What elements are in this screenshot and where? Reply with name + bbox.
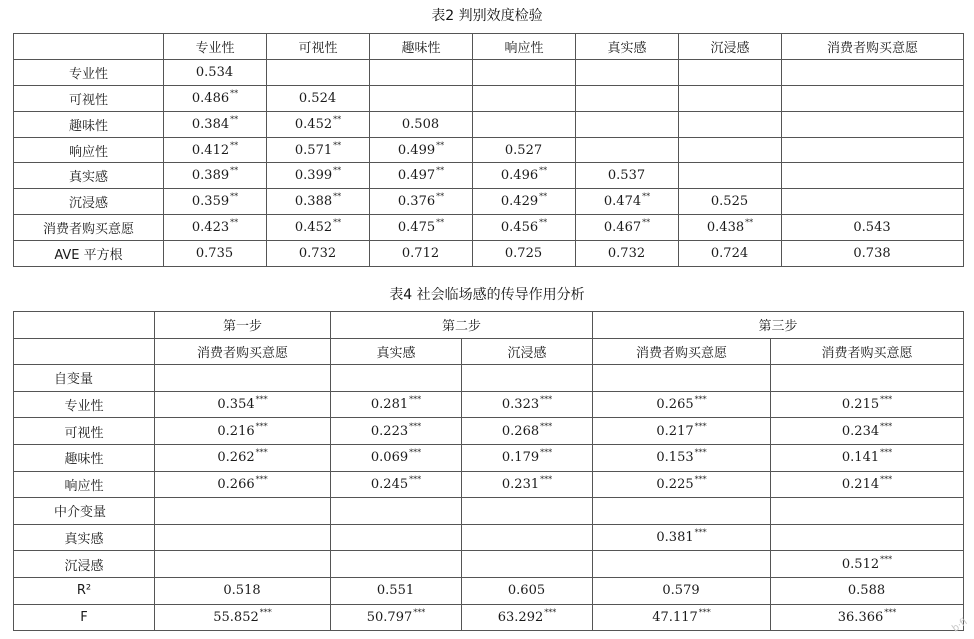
cell-value: 0.281 xyxy=(370,397,409,413)
table-row xyxy=(14,163,964,189)
cell-value: 0.732 xyxy=(607,246,646,262)
row-label: 沉浸感 xyxy=(14,189,164,215)
table-cell xyxy=(267,163,370,189)
table-cell xyxy=(370,111,473,137)
table-cell xyxy=(370,163,473,189)
significance-mark: *** xyxy=(880,554,893,564)
table-row xyxy=(14,215,964,241)
table-cell xyxy=(331,524,462,551)
significance-mark: ** xyxy=(436,218,445,228)
subheader-cell: 消费者购买意愿 xyxy=(155,338,331,365)
table-cell xyxy=(164,59,267,85)
table-cell xyxy=(462,551,593,578)
significance-mark: ** xyxy=(333,114,342,124)
table-cell xyxy=(771,577,964,604)
table-cell xyxy=(155,391,331,418)
cell-value: 0.518 xyxy=(223,583,261,599)
cell-value: 0.499 xyxy=(397,142,436,158)
significance-mark: *** xyxy=(409,474,422,484)
significance-mark: *** xyxy=(880,395,893,405)
table-cell xyxy=(576,111,679,137)
table-cell xyxy=(576,59,679,85)
significance-mark: ** xyxy=(230,166,239,176)
table-cell xyxy=(462,498,593,525)
table-cell xyxy=(331,604,462,631)
table-cell xyxy=(593,577,771,604)
significance-mark: *** xyxy=(255,395,268,405)
cell-value: 0.524 xyxy=(298,90,337,106)
table4-corner-cell xyxy=(14,312,155,339)
cell-value: 0.223 xyxy=(370,423,409,439)
table-cell xyxy=(679,241,782,267)
table-cell xyxy=(593,418,771,445)
significance-mark: *** xyxy=(540,395,553,405)
table-cell xyxy=(473,163,576,189)
table-cell xyxy=(164,163,267,189)
table-cell xyxy=(771,551,964,578)
table-cell xyxy=(267,189,370,215)
cell-value: 0.724 xyxy=(710,246,749,262)
table2-header-cell: 可视性 xyxy=(267,34,370,60)
table2-header-cell: 沉浸感 xyxy=(679,34,782,60)
table-row xyxy=(14,111,964,137)
table-row xyxy=(14,85,964,111)
cell-value: 47.117 xyxy=(652,609,698,625)
table-cell xyxy=(155,471,331,498)
table-cell xyxy=(771,604,964,631)
table-cell xyxy=(267,85,370,111)
row-label: 趣味性 xyxy=(14,444,155,471)
significance-mark: *** xyxy=(540,448,553,458)
table-cell xyxy=(593,365,771,392)
table-cell xyxy=(473,137,576,163)
table-cell xyxy=(331,471,462,498)
table-row xyxy=(14,59,964,85)
significance-mark: ** xyxy=(230,218,239,228)
cell-value: 0.579 xyxy=(662,583,700,599)
significance-mark: *** xyxy=(540,474,553,484)
significance-mark: *** xyxy=(540,421,553,431)
subheader-cell: 沉浸感 xyxy=(462,338,593,365)
table-cell xyxy=(164,241,267,267)
table-cell xyxy=(593,524,771,551)
significance-mark: *** xyxy=(409,421,422,431)
row-label: 可视性 xyxy=(14,85,164,111)
cell-value: 0.512 xyxy=(841,556,880,572)
table-cell xyxy=(576,137,679,163)
cell-value: 0.388 xyxy=(294,194,333,210)
significance-mark: *** xyxy=(255,474,268,484)
cell-value: 0.725 xyxy=(504,246,543,262)
table2-caption: 表2 判别效度检验 xyxy=(431,8,543,24)
subheader-cell: 真实感 xyxy=(331,338,462,365)
table-cell xyxy=(267,241,370,267)
table-row xyxy=(14,577,964,604)
row-label: 专业性 xyxy=(14,59,164,85)
table-cell xyxy=(267,215,370,241)
row-label: 真实感 xyxy=(14,163,164,189)
table2-header-cell xyxy=(14,34,164,60)
row-label: 可视性 xyxy=(14,418,155,445)
table-cell xyxy=(771,365,964,392)
cell-value: 0.231 xyxy=(501,476,540,492)
table-cell xyxy=(331,551,462,578)
significance-mark: *** xyxy=(880,474,893,484)
table4-step-row xyxy=(14,312,964,339)
cell-value: 0.738 xyxy=(853,246,891,262)
table-cell xyxy=(473,189,576,215)
table-cell xyxy=(771,471,964,498)
table-cell xyxy=(782,189,964,215)
cell-value: 0.215 xyxy=(841,397,880,413)
table4-mediation-analysis xyxy=(13,311,964,631)
cell-value: 0.381 xyxy=(656,530,694,546)
row-label: R² xyxy=(14,577,155,604)
cell-value: 63.292 xyxy=(497,609,544,625)
significance-mark: ** xyxy=(230,192,239,202)
table-cell xyxy=(782,111,964,137)
table-row xyxy=(14,524,964,551)
table-row xyxy=(14,189,964,215)
table-row xyxy=(14,444,964,471)
cell-value: 0.497 xyxy=(397,168,436,184)
cell-value: 0.475 xyxy=(397,220,436,236)
table-cell xyxy=(462,391,593,418)
table-cell xyxy=(679,215,782,241)
table-cell xyxy=(679,189,782,215)
table-cell xyxy=(462,471,593,498)
cell-value: 0.412 xyxy=(191,142,230,158)
significance-mark: *** xyxy=(694,528,707,538)
table-cell xyxy=(370,189,473,215)
table-cell xyxy=(473,59,576,85)
table2-discriminant-validity xyxy=(13,33,964,267)
significance-mark: ** xyxy=(642,218,651,228)
row-label: 沉浸感 xyxy=(14,551,155,578)
table-cell xyxy=(155,604,331,631)
table-cell xyxy=(370,241,473,267)
cell-value: 0.429 xyxy=(500,194,539,210)
table-cell xyxy=(462,444,593,471)
table-cell xyxy=(771,391,964,418)
cell-value: 0.265 xyxy=(656,397,694,413)
table-cell xyxy=(331,498,462,525)
cell-value: 0.399 xyxy=(294,168,333,184)
table-cell xyxy=(771,524,964,551)
table-cell xyxy=(155,577,331,604)
significance-mark: ** xyxy=(539,192,548,202)
table-cell xyxy=(462,604,593,631)
section-row xyxy=(14,498,964,525)
cell-value: 0.527 xyxy=(504,142,543,158)
table-cell xyxy=(782,163,964,189)
significance-mark: ** xyxy=(333,166,342,176)
table-cell xyxy=(370,85,473,111)
table-row xyxy=(14,418,964,445)
significance-mark: *** xyxy=(255,421,268,431)
table-cell xyxy=(331,391,462,418)
cell-value: 0.234 xyxy=(841,423,880,439)
table-cell xyxy=(576,215,679,241)
table-cell xyxy=(593,444,771,471)
table-cell xyxy=(679,111,782,137)
significance-mark: ** xyxy=(436,140,445,150)
cell-value: 55.852 xyxy=(213,609,259,625)
table2-header-cell: 趣味性 xyxy=(370,34,473,60)
significance-mark: *** xyxy=(694,448,707,458)
cell-value: 0.423 xyxy=(191,220,230,236)
table4-subheader-row xyxy=(14,338,964,365)
table-cell xyxy=(473,111,576,137)
significance-mark: *** xyxy=(694,395,707,405)
cell-value: 0.179 xyxy=(501,450,540,466)
cell-value: 0.537 xyxy=(607,168,646,184)
cell-value: 0.735 xyxy=(195,246,234,262)
table-cell xyxy=(593,471,771,498)
cell-value: 0.141 xyxy=(841,450,880,466)
table-cell xyxy=(771,444,964,471)
section-label: 中介变量 xyxy=(14,498,155,525)
cell-value: 0.225 xyxy=(656,476,694,492)
row-label: 响应性 xyxy=(14,471,155,498)
cell-value: 0.732 xyxy=(298,246,337,262)
cell-value: 50.797 xyxy=(366,609,413,625)
table-cell xyxy=(164,189,267,215)
table-cell xyxy=(782,59,964,85)
table-cell xyxy=(267,111,370,137)
table-cell xyxy=(462,524,593,551)
significance-mark: *** xyxy=(413,607,426,617)
table-cell xyxy=(164,111,267,137)
row-label: 趣味性 xyxy=(14,111,164,137)
table4-caption: 表4 社会临场感的传导作用分析 xyxy=(389,287,585,303)
significance-mark: ** xyxy=(539,218,548,228)
significance-mark: *** xyxy=(409,448,422,458)
table-cell xyxy=(679,59,782,85)
significance-mark: *** xyxy=(880,448,893,458)
significance-mark: *** xyxy=(255,448,268,458)
cell-value: 0.354 xyxy=(217,397,255,413)
table-cell xyxy=(370,59,473,85)
table-cell xyxy=(473,215,576,241)
watermark: b·fi xyxy=(950,616,970,635)
significance-mark: ** xyxy=(333,140,342,150)
table-cell xyxy=(331,418,462,445)
cell-value: 0.571 xyxy=(294,142,333,158)
cell-value: 0.525 xyxy=(710,194,749,210)
cell-value: 0.543 xyxy=(853,220,891,236)
significance-mark: ** xyxy=(333,218,342,228)
significance-mark: ** xyxy=(333,192,342,202)
row-label: 专业性 xyxy=(14,391,155,418)
row-label: 真实感 xyxy=(14,524,155,551)
cell-value: 0.474 xyxy=(603,194,642,210)
significance-mark: ** xyxy=(436,192,445,202)
cell-value: 0.359 xyxy=(191,194,230,210)
significance-mark: ** xyxy=(745,218,754,228)
cell-value: 0.245 xyxy=(370,476,409,492)
table-cell xyxy=(155,551,331,578)
section-row xyxy=(14,365,964,392)
cell-value: 0.217 xyxy=(656,423,694,439)
cell-value: 0.712 xyxy=(401,246,440,262)
subheader-cell: 消费者购买意愿 xyxy=(771,338,964,365)
cell-value: 0.467 xyxy=(603,220,642,236)
significance-mark: *** xyxy=(694,421,707,431)
table-cell xyxy=(164,85,267,111)
table-cell xyxy=(576,85,679,111)
table-cell xyxy=(771,498,964,525)
table-cell xyxy=(370,137,473,163)
step-header: 第一步 xyxy=(155,312,331,339)
table-cell xyxy=(771,418,964,445)
significance-mark: *** xyxy=(880,421,893,431)
table-cell xyxy=(782,137,964,163)
table-cell xyxy=(679,85,782,111)
table-cell xyxy=(593,551,771,578)
table2-header-cell: 真实感 xyxy=(576,34,679,60)
step-header: 第三步 xyxy=(593,312,964,339)
table2-header-row xyxy=(14,34,964,60)
cell-value: 0.496 xyxy=(500,168,539,184)
table-row xyxy=(14,471,964,498)
significance-mark: ** xyxy=(230,88,239,98)
table4-corner-cell xyxy=(14,338,155,365)
table-cell xyxy=(331,577,462,604)
significance-mark: *** xyxy=(694,474,707,484)
table-cell xyxy=(331,444,462,471)
table-cell xyxy=(155,365,331,392)
cell-value: 0.268 xyxy=(501,423,540,439)
significance-mark: ** xyxy=(230,114,239,124)
table-cell xyxy=(593,498,771,525)
significance-mark: *** xyxy=(259,607,272,617)
significance-mark: ** xyxy=(230,140,239,150)
cell-value: 0.389 xyxy=(191,168,230,184)
table-cell xyxy=(267,59,370,85)
table-cell xyxy=(679,163,782,189)
cell-value: 0.452 xyxy=(294,116,333,132)
table-row xyxy=(14,241,964,267)
table-cell xyxy=(576,163,679,189)
table-cell xyxy=(782,85,964,111)
table-cell xyxy=(782,241,964,267)
significance-mark: ** xyxy=(642,192,651,202)
row-label: 响应性 xyxy=(14,137,164,163)
step-header: 第二步 xyxy=(331,312,593,339)
table-cell xyxy=(370,215,473,241)
cell-value: 0.069 xyxy=(370,450,409,466)
row-label: F xyxy=(14,604,155,631)
cell-value: 0.452 xyxy=(294,220,333,236)
cell-value: 0.456 xyxy=(500,220,539,236)
significance-mark: *** xyxy=(698,607,711,617)
row-label: 消费者购买意愿 xyxy=(14,215,164,241)
table-cell xyxy=(593,604,771,631)
row-label: AVE 平方根 xyxy=(14,241,164,267)
table-cell xyxy=(462,365,593,392)
cell-value: 0.214 xyxy=(841,476,880,492)
table-row xyxy=(14,137,964,163)
cell-value: 0.551 xyxy=(376,583,415,599)
table-cell xyxy=(473,241,576,267)
table-cell xyxy=(155,498,331,525)
table-cell xyxy=(576,241,679,267)
subheader-cell: 消费者购买意愿 xyxy=(593,338,771,365)
table-cell xyxy=(155,524,331,551)
significance-mark: ** xyxy=(436,166,445,176)
significance-mark: *** xyxy=(544,607,557,617)
cell-value: 0.262 xyxy=(217,450,255,466)
table-row xyxy=(14,391,964,418)
table-row xyxy=(14,551,964,578)
table-cell xyxy=(267,137,370,163)
table-cell xyxy=(164,215,267,241)
cell-value: 0.534 xyxy=(195,64,234,80)
cell-value: 0.438 xyxy=(706,220,745,236)
section-label: 自变量 xyxy=(14,365,155,392)
table-row xyxy=(14,604,964,631)
significance-mark: ** xyxy=(539,166,548,176)
cell-value: 0.486 xyxy=(191,90,230,106)
table-cell xyxy=(331,365,462,392)
table2-header-cell: 消费者购买意愿 xyxy=(782,34,964,60)
cell-value: 0.216 xyxy=(217,423,255,439)
cell-value: 0.266 xyxy=(217,476,255,492)
table-cell xyxy=(155,444,331,471)
cell-value: 0.376 xyxy=(397,194,436,210)
significance-mark: *** xyxy=(409,395,422,405)
cell-value: 0.384 xyxy=(191,116,230,132)
cell-value: 0.323 xyxy=(501,397,540,413)
cell-value: 0.588 xyxy=(847,583,886,599)
table-cell xyxy=(462,418,593,445)
table-cell xyxy=(462,577,593,604)
table2-header-cell: 响应性 xyxy=(473,34,576,60)
cell-value: 0.605 xyxy=(507,583,546,599)
table-cell xyxy=(679,137,782,163)
cell-value: 0.508 xyxy=(401,116,440,132)
table-cell xyxy=(593,391,771,418)
table-cell xyxy=(164,137,267,163)
table-cell xyxy=(576,189,679,215)
table2-header-cell: 专业性 xyxy=(164,34,267,60)
cell-value: 36.366 xyxy=(837,609,884,625)
significance-mark: *** xyxy=(884,607,897,617)
cell-value: 0.153 xyxy=(656,450,694,466)
table-cell xyxy=(782,215,964,241)
table-cell xyxy=(473,85,576,111)
table-cell xyxy=(155,418,331,445)
